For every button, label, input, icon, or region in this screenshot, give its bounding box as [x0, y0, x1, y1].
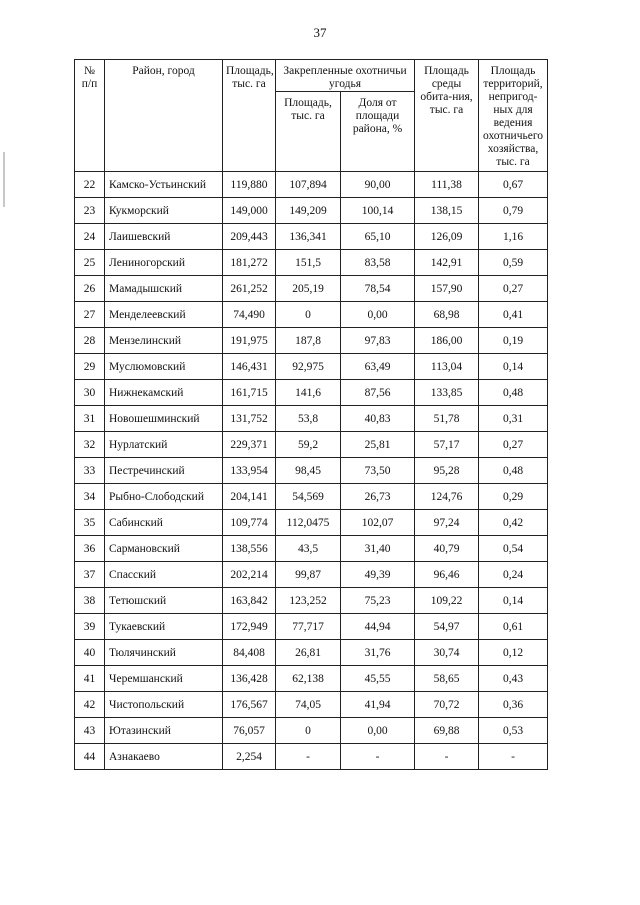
cell-assigned-area: 74,05 — [276, 692, 341, 718]
table-row — [75, 692, 548, 718]
cell-unsuitable-area: 0,12 — [479, 640, 548, 666]
header-unsuitable-area: Площадь территорий, непригод-ных для ведения охотничьего хозяйства, тыс. га — [479, 60, 548, 172]
cell-area: 133,954 — [223, 458, 276, 484]
cell-district: Черемшанский — [105, 666, 223, 692]
cell-area: 161,715 — [223, 380, 276, 406]
cell-habitat-area: 97,24 — [415, 510, 479, 536]
cell-num: 31 — [75, 406, 105, 432]
cell-unsuitable-area: 0,14 — [479, 588, 548, 614]
cell-num: 28 — [75, 328, 105, 354]
cell-assigned-area: - — [276, 744, 341, 770]
cell-assigned-share: 45,55 — [341, 666, 415, 692]
table-row — [75, 458, 548, 484]
cell-assigned-share: 40,83 — [341, 406, 415, 432]
cell-num: 26 — [75, 276, 105, 302]
cell-district: Сабинский — [105, 510, 223, 536]
cell-assigned-share: 63,49 — [341, 354, 415, 380]
table-row — [75, 224, 548, 250]
cell-assigned-share: 25,81 — [341, 432, 415, 458]
cell-habitat-area: 142,91 — [415, 250, 479, 276]
table-row — [75, 198, 548, 224]
cell-area: 181,272 — [223, 250, 276, 276]
cell-assigned-share: 49,39 — [341, 562, 415, 588]
cell-unsuitable-area: 0,27 — [479, 276, 548, 302]
cell-habitat-area: 30,74 — [415, 640, 479, 666]
table-row — [75, 510, 548, 536]
cell-unsuitable-area: 0,48 — [479, 380, 548, 406]
cell-habitat-area: 113,04 — [415, 354, 479, 380]
table-row — [75, 250, 548, 276]
cell-area: 84,408 — [223, 640, 276, 666]
cell-habitat-area: 138,15 — [415, 198, 479, 224]
cell-assigned-share: 87,56 — [341, 380, 415, 406]
cell-assigned-share: 78,54 — [341, 276, 415, 302]
cell-assigned-area: 0 — [276, 302, 341, 328]
cell-assigned-share: 0,00 — [341, 718, 415, 744]
cell-area: 131,752 — [223, 406, 276, 432]
cell-assigned-area: 98,45 — [276, 458, 341, 484]
cell-district: Рыбно-Слободский — [105, 484, 223, 510]
cell-district: Азнакаево — [105, 744, 223, 770]
cell-area: 138,556 — [223, 536, 276, 562]
table-row — [75, 380, 548, 406]
cell-area: 202,214 — [223, 562, 276, 588]
cell-assigned-share: 0,00 — [341, 302, 415, 328]
cell-unsuitable-area: 0,59 — [479, 250, 548, 276]
cell-num: 43 — [75, 718, 105, 744]
cell-district: Кукморский — [105, 198, 223, 224]
table-row — [75, 588, 548, 614]
hunting-grounds-table — [74, 59, 548, 770]
cell-num: 34 — [75, 484, 105, 510]
cell-area: 261,252 — [223, 276, 276, 302]
cell-num: 23 — [75, 198, 105, 224]
header-habitat-area: Площадь среды обита-ния, тыс. га — [415, 60, 479, 172]
cell-assigned-area: 141,6 — [276, 380, 341, 406]
cell-unsuitable-area: 0,29 — [479, 484, 548, 510]
cell-assigned-area: 205,19 — [276, 276, 341, 302]
cell-num: 27 — [75, 302, 105, 328]
cell-num: 22 — [75, 172, 105, 198]
header-district: Район, город — [105, 60, 223, 172]
table-row — [75, 484, 548, 510]
table-row — [75, 562, 548, 588]
table-row — [75, 302, 548, 328]
cell-habitat-area: - — [415, 744, 479, 770]
table-row — [75, 640, 548, 666]
cell-habitat-area: 40,79 — [415, 536, 479, 562]
cell-assigned-area: 53,8 — [276, 406, 341, 432]
cell-unsuitable-area: 1,16 — [479, 224, 548, 250]
cell-area: 163,842 — [223, 588, 276, 614]
cell-area: 2,254 — [223, 744, 276, 770]
cell-assigned-area: 123,252 — [276, 588, 341, 614]
cell-unsuitable-area: 0,79 — [479, 198, 548, 224]
table-row — [75, 172, 548, 198]
cell-district: Муслюмовский — [105, 354, 223, 380]
cell-area: 191,975 — [223, 328, 276, 354]
cell-habitat-area: 95,28 — [415, 458, 479, 484]
cell-assigned-area: 149,209 — [276, 198, 341, 224]
cell-district: Тетюшский — [105, 588, 223, 614]
cell-num: 35 — [75, 510, 105, 536]
cell-assigned-share: 100,14 — [341, 198, 415, 224]
cell-assigned-share: 75,23 — [341, 588, 415, 614]
cell-assigned-share: - — [341, 744, 415, 770]
cell-habitat-area: 96,46 — [415, 562, 479, 588]
cell-area: 229,371 — [223, 432, 276, 458]
cell-district: Мензелинский — [105, 328, 223, 354]
cell-habitat-area: 58,65 — [415, 666, 479, 692]
cell-unsuitable-area: - — [479, 744, 548, 770]
cell-assigned-share: 83,58 — [341, 250, 415, 276]
cell-district: Мамадышский — [105, 276, 223, 302]
page-number: 37 — [313, 25, 327, 40]
cell-habitat-area: 57,17 — [415, 432, 479, 458]
header-assigned-area: Площадь, тыс. га — [276, 92, 341, 172]
cell-area: 74,490 — [223, 302, 276, 328]
cell-num: 40 — [75, 640, 105, 666]
table-row — [75, 614, 548, 640]
cell-district: Нурлатский — [105, 432, 223, 458]
cell-num: 33 — [75, 458, 105, 484]
cell-assigned-share: 65,10 — [341, 224, 415, 250]
cell-habitat-area: 126,09 — [415, 224, 479, 250]
cell-num: 29 — [75, 354, 105, 380]
cell-assigned-share: 90,00 — [341, 172, 415, 198]
cell-assigned-area: 92,975 — [276, 354, 341, 380]
cell-district: Сармановский — [105, 536, 223, 562]
cell-habitat-area: 70,72 — [415, 692, 479, 718]
cell-district: Тюлячинский — [105, 640, 223, 666]
cell-num: 37 — [75, 562, 105, 588]
cell-area: 146,431 — [223, 354, 276, 380]
table-row — [75, 328, 548, 354]
header-area: Площадь, тыс. га — [223, 60, 276, 172]
cell-unsuitable-area: 0,41 — [479, 302, 548, 328]
table-row — [75, 354, 548, 380]
cell-district: Новошешминский — [105, 406, 223, 432]
cell-unsuitable-area: 0,54 — [479, 536, 548, 562]
table-body — [75, 172, 548, 770]
cell-assigned-share: 31,40 — [341, 536, 415, 562]
cell-district: Чистопольский — [105, 692, 223, 718]
cell-num: 41 — [75, 666, 105, 692]
cell-district: Лаишевский — [105, 224, 223, 250]
cell-assigned-area: 151,5 — [276, 250, 341, 276]
cell-habitat-area: 133,85 — [415, 380, 479, 406]
cell-unsuitable-area: 0,24 — [479, 562, 548, 588]
header-row-top — [75, 60, 548, 92]
cell-num: 24 — [75, 224, 105, 250]
cell-assigned-share: 73,50 — [341, 458, 415, 484]
cell-num: 30 — [75, 380, 105, 406]
cell-num: 44 — [75, 744, 105, 770]
cell-assigned-area: 62,138 — [276, 666, 341, 692]
cell-assigned-share: 97,83 — [341, 328, 415, 354]
cell-unsuitable-area: 0,14 — [479, 354, 548, 380]
cell-area: 119,880 — [223, 172, 276, 198]
cell-assigned-area: 59,2 — [276, 432, 341, 458]
cell-assigned-area: 107,894 — [276, 172, 341, 198]
table-row — [75, 718, 548, 744]
cell-district: Спасский — [105, 562, 223, 588]
cell-district: Менделеевский — [105, 302, 223, 328]
cell-assigned-area: 77,717 — [276, 614, 341, 640]
cell-num: 39 — [75, 614, 105, 640]
cell-assigned-area: 54,569 — [276, 484, 341, 510]
cell-area: 176,567 — [223, 692, 276, 718]
header-assigned-share: Доля от площади района, % — [341, 92, 415, 172]
table-row — [75, 536, 548, 562]
cell-habitat-area: 68,98 — [415, 302, 479, 328]
cell-assigned-share: 102,07 — [341, 510, 415, 536]
cell-assigned-area: 136,341 — [276, 224, 341, 250]
cell-unsuitable-area: 0,61 — [479, 614, 548, 640]
cell-num: 32 — [75, 432, 105, 458]
cell-assigned-share: 44,94 — [341, 614, 415, 640]
cell-assigned-share: 31,76 — [341, 640, 415, 666]
table-row — [75, 744, 548, 770]
cell-assigned-share: 41,94 — [341, 692, 415, 718]
cell-unsuitable-area: 0,43 — [479, 666, 548, 692]
cell-habitat-area: 157,90 — [415, 276, 479, 302]
table-row — [75, 432, 548, 458]
cell-unsuitable-area: 0,27 — [479, 432, 548, 458]
cell-unsuitable-area: 0,19 — [479, 328, 548, 354]
cell-area: 209,443 — [223, 224, 276, 250]
cell-assigned-share: 26,73 — [341, 484, 415, 510]
cell-area: 204,141 — [223, 484, 276, 510]
cell-habitat-area: 51,78 — [415, 406, 479, 432]
cell-habitat-area: 111,38 — [415, 172, 479, 198]
cell-num: 38 — [75, 588, 105, 614]
cell-habitat-area: 109,22 — [415, 588, 479, 614]
cell-habitat-area: 54,97 — [415, 614, 479, 640]
cell-habitat-area: 69,88 — [415, 718, 479, 744]
cell-district: Ютазинский — [105, 718, 223, 744]
cell-district: Пестречинский — [105, 458, 223, 484]
cell-assigned-area: 99,87 — [276, 562, 341, 588]
header-num: № п/п — [75, 60, 105, 172]
cell-area: 136,428 — [223, 666, 276, 692]
cell-assigned-area: 112,0475 — [276, 510, 341, 536]
cell-area: 149,000 — [223, 198, 276, 224]
cell-area: 76,057 — [223, 718, 276, 744]
cell-district: Тукаевский — [105, 614, 223, 640]
cell-unsuitable-area: 0,67 — [479, 172, 548, 198]
cell-assigned-area: 0 — [276, 718, 341, 744]
cell-unsuitable-area: 0,31 — [479, 406, 548, 432]
table-row — [75, 276, 548, 302]
cell-habitat-area: 186,00 — [415, 328, 479, 354]
cell-district: Камско-Устьинский — [105, 172, 223, 198]
cell-assigned-area: 26,81 — [276, 640, 341, 666]
cell-num: 42 — [75, 692, 105, 718]
cell-unsuitable-area: 0,48 — [479, 458, 548, 484]
cell-num: 36 — [75, 536, 105, 562]
cell-assigned-area: 43,5 — [276, 536, 341, 562]
table-row — [75, 666, 548, 692]
cell-area: 109,774 — [223, 510, 276, 536]
cell-unsuitable-area: 0,53 — [479, 718, 548, 744]
cell-assigned-area: 187,8 — [276, 328, 341, 354]
cell-district: Нижнекамский — [105, 380, 223, 406]
header-assigned-grounds: Закрепленные охотничьи угодья — [276, 60, 415, 92]
cell-area: 172,949 — [223, 614, 276, 640]
cell-unsuitable-area: 0,42 — [479, 510, 548, 536]
cell-habitat-area: 124,76 — [415, 484, 479, 510]
cell-num: 25 — [75, 250, 105, 276]
margin-mark — [3, 152, 5, 207]
cell-unsuitable-area: 0,36 — [479, 692, 548, 718]
cell-district: Лениногорский — [105, 250, 223, 276]
table-row — [75, 406, 548, 432]
